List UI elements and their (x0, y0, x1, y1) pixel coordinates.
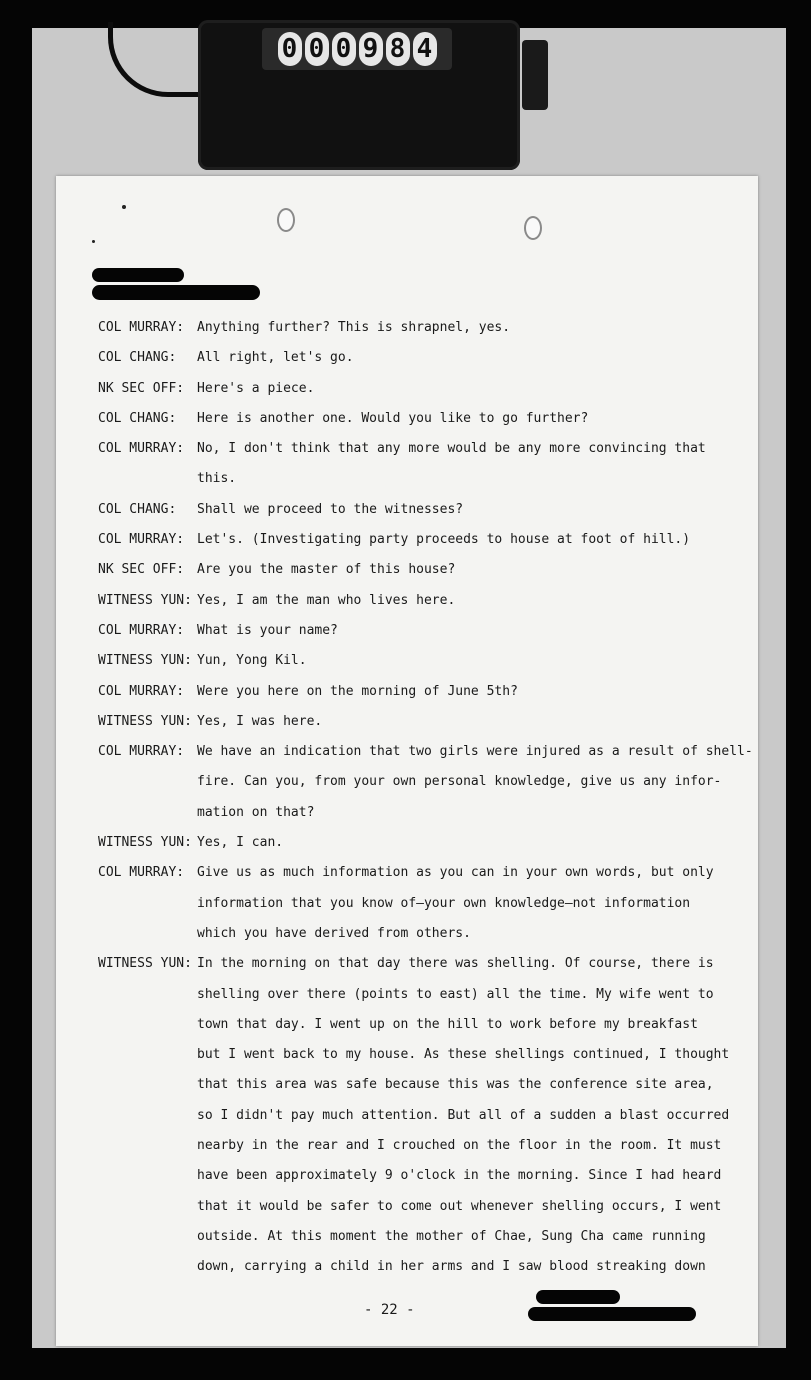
utterance-text: Here's a piece. (197, 380, 315, 396)
transcript-line (98, 1161, 748, 1191)
transcript-line (98, 525, 748, 555)
utterance-text: Yun, Yong Kil. (197, 653, 307, 669)
redaction-bar (528, 1307, 696, 1321)
utterance-text: information that you know of—your own knowledge—not information (197, 895, 691, 911)
utterance-text: No, I don't think that any more would be any more convincing that (197, 441, 706, 457)
transcript-line (98, 404, 748, 434)
transcript-line (98, 737, 753, 767)
speaker-label: COL MURRAY: (98, 320, 185, 335)
transcript-line (98, 495, 748, 525)
utterance-text: that it would be safer to come out whenever shelling occurs, I went (197, 1198, 722, 1214)
counter-digit: 9 (359, 32, 383, 66)
speaker-label: WITNESS YUN: (98, 835, 192, 851)
utterance-text: In the morning on that day there was shelling. Of course, there is (197, 956, 714, 972)
utterance-text: shelling over there (points to east) all the time. My wife went to (197, 986, 714, 1002)
utterance-text: Let's. (Investigating party proceeds to house at foot of hill.) (197, 532, 691, 548)
transcript-line (98, 889, 748, 919)
transcript-line (98, 616, 748, 646)
transcript-line (98, 1010, 748, 1040)
transcript-line (98, 1101, 748, 1131)
utterance-text: Are you the master of this house? (197, 562, 456, 578)
utterance-text: Shall we proceed to the witnesses? (197, 501, 464, 517)
utterance-text: have been approximately 9 o'clock in the morning. Since I had heard (197, 1168, 722, 1184)
utterance-text: Give us as much information as you can in your own words, but only (197, 865, 714, 881)
transcript-line (98, 1222, 748, 1252)
transcript-line (98, 980, 748, 1010)
speaker-label: NK SEC OFF: (98, 380, 185, 396)
transcript-line (98, 313, 748, 343)
transcript-line (98, 767, 748, 797)
utterance-text: fire. Can you, from your own personal knowledge, give us any infor- (197, 774, 722, 790)
utterance-text: but I went back to my house. As these shellings continued, I thought (197, 1047, 730, 1063)
redaction-bar (92, 285, 260, 300)
utterance-text: this. (197, 471, 237, 487)
transcript-line (98, 374, 748, 404)
transcript-line (98, 646, 748, 676)
speaker-label: COL MURRAY: (98, 441, 185, 457)
transcript (98, 313, 753, 1283)
utterance-text: Here is another one. Would you like to go further? (197, 410, 589, 426)
utterance-text: Were you here on the morning of June 5th? (197, 683, 518, 699)
transcript-line (98, 343, 748, 373)
utterance-text: mation on that? (197, 804, 315, 820)
transcript-line (98, 464, 748, 494)
transcript-line (98, 555, 748, 585)
speaker-label: COL MURRAY: (98, 532, 185, 548)
transcript-line (98, 1040, 748, 1070)
transcript-line (98, 798, 748, 828)
utterance-text: Yes, I was here. (197, 713, 323, 729)
counter-digit: 8 (386, 32, 410, 66)
utterance-text: Anything further? This is shrapnel, yes. (197, 320, 511, 335)
transcript-line (98, 828, 748, 858)
page-number: - 22 - (364, 1302, 415, 1318)
utterance-text: which you have derived from others. (197, 925, 471, 941)
punch-hole (524, 216, 542, 240)
redaction-bar (92, 268, 184, 282)
utterance-text: nearby in the rear and I crouched on the floor in the room. It must (197, 1138, 722, 1154)
utterance-text: town that day. I went up on the hill to work before my breakfast (197, 1016, 698, 1032)
utterance-text: down, carrying a child in her arms and I saw blood streaking down (197, 1259, 706, 1275)
redaction-bar (536, 1290, 620, 1304)
transcript-line (98, 1192, 748, 1222)
transcript-line (98, 586, 748, 616)
frame-counter (262, 28, 452, 70)
transcript-line (98, 858, 748, 888)
counter-digit: 4 (413, 32, 437, 66)
transcript-line (98, 707, 748, 737)
speaker-label: COL MURRAY: (98, 622, 185, 638)
counter-digit: 0 (332, 32, 356, 66)
speck (92, 240, 95, 243)
transcript-line (98, 677, 748, 707)
speaker-label: COL CHANG: (98, 410, 177, 426)
transcript-line (98, 1070, 748, 1100)
paper-clip (522, 40, 548, 110)
transcript-line (98, 1252, 748, 1282)
utterance-text: outside. At this moment the mother of Chae, Sung Cha came running (197, 1228, 706, 1244)
transcript-line (98, 919, 748, 949)
speck (122, 205, 126, 209)
speaker-label: COL CHANG: (98, 350, 177, 366)
speaker-label: WITNESS YUN: (98, 653, 192, 669)
transcript-line (98, 1131, 748, 1161)
punch-hole (277, 208, 295, 232)
utterance-text: that this area was safe because this was the conference site area, (197, 1077, 714, 1093)
speaker-label: WITNESS YUN: (98, 956, 192, 972)
utterance-text: We have an indication that two girls were injured as a result of shell- (197, 744, 753, 760)
speaker-label: COL MURRAY: (98, 683, 185, 699)
speaker-label: WITNESS YUN: (98, 713, 192, 729)
counter-digit: 0 (305, 32, 329, 66)
speaker-label: COL MURRAY: (98, 865, 185, 881)
transcript-line (98, 949, 748, 979)
utterance-text: All right, let's go. (197, 350, 354, 366)
speaker-label: NK SEC OFF: (98, 562, 185, 578)
speaker-label: COL CHANG: (98, 501, 177, 517)
utterance-text: Yes, I can. (197, 835, 284, 851)
utterance-text: What is your name? (197, 622, 338, 638)
utterance-text: so I didn't pay much attention. But all of a sudden a blast occurred (197, 1107, 730, 1123)
speaker-label: WITNESS YUN: (98, 592, 192, 608)
speaker-label: COL MURRAY: (98, 744, 185, 760)
transcript-line (98, 434, 748, 464)
counter-digit: 0 (278, 32, 302, 66)
utterance-text: Yes, I am the man who lives here. (197, 592, 456, 608)
